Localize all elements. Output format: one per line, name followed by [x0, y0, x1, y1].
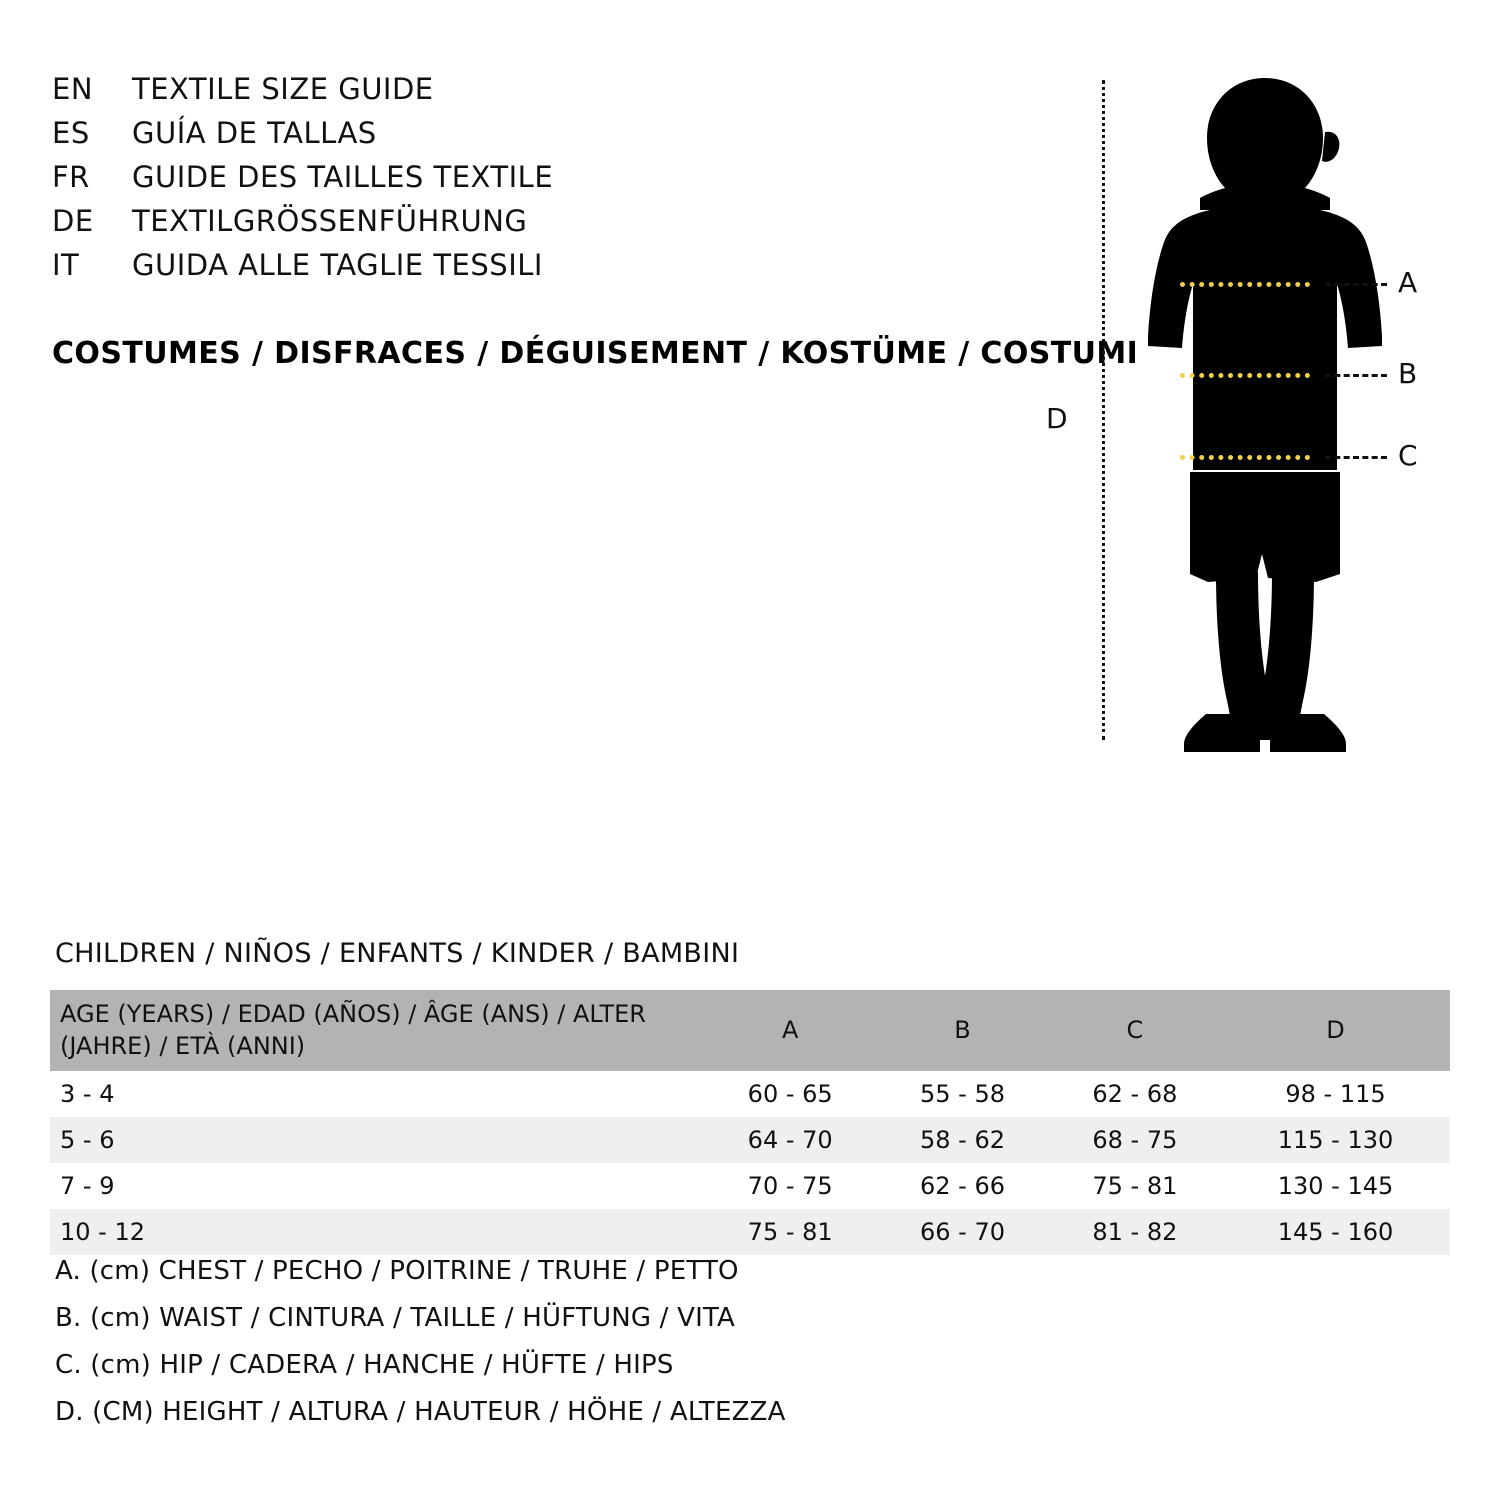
cell-b: 62 - 66 — [920, 1171, 1006, 1200]
language-text: TEXTILE SIZE GUIDE — [132, 72, 434, 106]
cell-b: 55 - 58 — [920, 1079, 1006, 1108]
cell-age: 5 - 6 — [60, 1125, 115, 1154]
cell-c: 81 - 82 — [1092, 1217, 1178, 1246]
language-code: IT — [52, 248, 80, 282]
child-silhouette-icon — [1120, 72, 1410, 752]
size-table — [50, 990, 1450, 1255]
cell-d: 130 - 145 — [1277, 1171, 1394, 1200]
legend-line-d: D. (CM) HEIGHT / ALTURA / HAUTEUR / HÖHE / ALTEZZA — [55, 1397, 786, 1427]
language-text: GUIDA ALLE TAGLIE TESSILI — [132, 248, 543, 282]
waist-measure-line — [1180, 373, 1310, 378]
language-row — [52, 160, 1012, 204]
cell-d: 115 - 130 — [1277, 1125, 1394, 1154]
legend-line-a: A. (cm) CHEST / PECHO / POITRINE / TRUHE / PETTO — [55, 1256, 739, 1286]
language-text: GUIDE DES TAILLES TEXTILE — [132, 160, 554, 194]
legend-line-b: B. (cm) WAIST / CINTURA / TAILLE / HÜFTUNG / VITA — [55, 1303, 736, 1333]
cell-a: 64 - 70 — [747, 1125, 833, 1154]
language-row — [52, 248, 1012, 292]
hip-leader-line — [1325, 456, 1387, 459]
language-code: EN — [52, 72, 94, 106]
measure-label-b: B — [1398, 357, 1418, 390]
language-row — [52, 72, 1012, 116]
cell-d: 145 - 160 — [1277, 1217, 1394, 1246]
measurement-legend — [55, 1248, 1255, 1436]
cell-c: 75 - 81 — [1092, 1171, 1178, 1200]
language-code: DE — [52, 204, 94, 238]
chest-leader-line — [1325, 283, 1387, 286]
language-list — [52, 72, 1012, 292]
cell-b: 66 - 70 — [920, 1217, 1006, 1246]
cell-a: 70 - 75 — [747, 1171, 833, 1200]
column-header-age: AGE (YEARS) / EDAD (AÑOS) / ÂGE (ANS) / ALTER (JAHRE) / ETÀ (ANNI) — [50, 990, 704, 1071]
language-code: ES — [52, 116, 90, 150]
language-row — [52, 204, 1012, 248]
language-text: TEXTILGRÖSSENFÜHRUNG — [132, 204, 528, 238]
language-code: FR — [52, 160, 90, 194]
column-header-d: D — [1221, 990, 1450, 1071]
cell-age: 10 - 12 — [60, 1217, 145, 1246]
cell-c: 62 - 68 — [1092, 1079, 1178, 1108]
table-row — [50, 1117, 1450, 1163]
column-header-a: A — [704, 990, 876, 1071]
language-row — [52, 116, 1012, 160]
height-axis-line — [1102, 80, 1105, 740]
table-row — [50, 1071, 1450, 1117]
size-diagram — [1020, 60, 1460, 760]
cell-a: 75 - 81 — [747, 1217, 833, 1246]
cell-age: 3 - 4 — [60, 1079, 115, 1108]
hip-measure-line — [1180, 455, 1310, 460]
children-section-title: CHILDREN / NIÑOS / ENFANTS / KINDER / BAMBINI — [55, 938, 740, 969]
measure-label-a: A — [1398, 266, 1418, 299]
costumes-heading: COSTUMES / DISFRACES / DÉGUISEMENT / KOSTÜME / COSTUMI — [52, 336, 1139, 371]
cell-c: 68 - 75 — [1092, 1125, 1178, 1154]
legend-line-c: C. (cm) HIP / CADERA / HANCHE / HÜFTE / HIPS — [55, 1350, 674, 1380]
language-text: GUÍA DE TALLAS — [132, 116, 377, 150]
cell-a: 60 - 65 — [747, 1079, 833, 1108]
column-header-c: C — [1049, 990, 1221, 1071]
measure-label-c: C — [1398, 439, 1418, 472]
table-header-row — [50, 990, 1450, 1071]
cell-b: 58 - 62 — [920, 1125, 1006, 1154]
chest-measure-line — [1180, 282, 1310, 287]
cell-age: 7 - 9 — [60, 1171, 115, 1200]
cell-d: 98 - 115 — [1285, 1079, 1386, 1108]
waist-leader-line — [1325, 374, 1387, 377]
table-row — [50, 1163, 1450, 1209]
column-header-b: B — [876, 990, 1048, 1071]
measure-label-d: D — [1046, 402, 1068, 435]
